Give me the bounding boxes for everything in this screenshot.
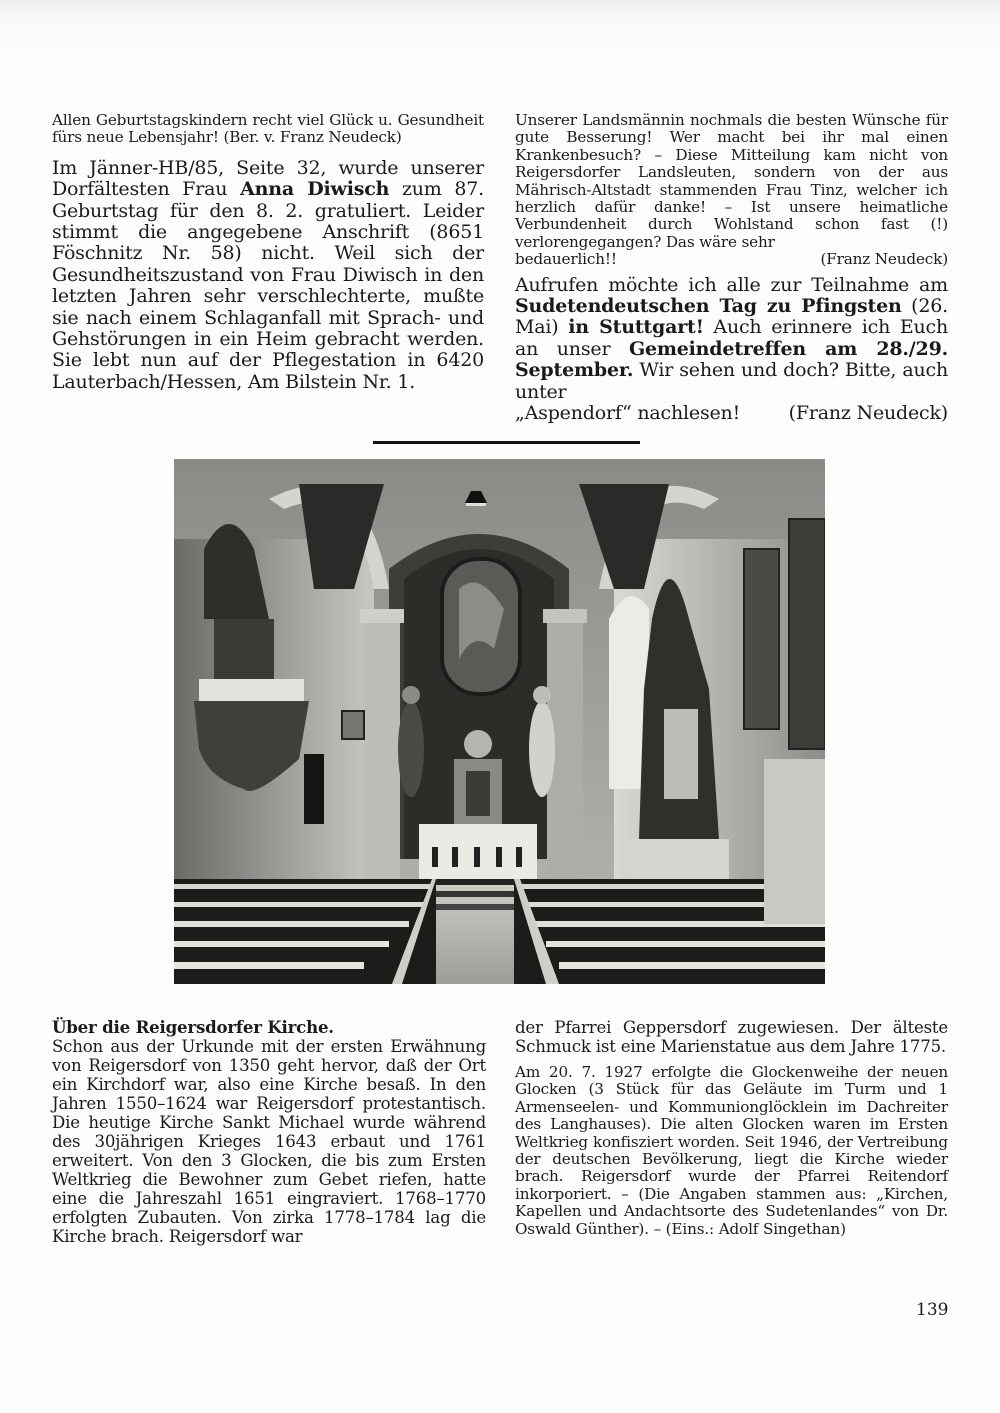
event-call-signature-line: „Aspendorf“ nachlesen! (Franz Neudeck) bbox=[515, 402, 948, 425]
article-left-column bbox=[52, 1018, 486, 1246]
church-interior-photo bbox=[174, 459, 825, 984]
page-number: 139 bbox=[916, 1300, 949, 1320]
top-left-column bbox=[52, 112, 484, 393]
wishes-signature-line: bedauerlich!! (Franz Neudeck) bbox=[515, 250, 948, 269]
author-signature: (Franz Neudeck) bbox=[820, 250, 948, 269]
article-title: Über die Reigersdorfer Kirche. bbox=[52, 1017, 334, 1037]
author-signature: (Franz Neudeck) bbox=[788, 402, 948, 425]
bells-paragraph: Am 20. 7. 1927 erfolgte die Glockenweihe der neuen Glocken (3 Stück für das Geläute im Turm und 1 Armenseelen- und Kommunionglöcklein im Dachreiter des Langhauses). Die alten Glocken waren im Ersten Weltkrieg konfisziert worden. Seit 1946, der Vertreibung der deutschen Bevölkerung, liegt die Kirche wieder brach. Reigersdorf wurde der Pfarrei Reitendorf inkorporiert. – (Die Angaben stammen aus: „Kirchen, Kapellen und Andachtsorte des Sudetenlandes“ von Dr. Oswald Günther). – (Eins.: Adolf Singethan) bbox=[515, 1063, 948, 1238]
wishes-paragraph: Unserer Landsmännin nochmals die besten Wünsche für gute Besserung! Wer macht bei ihr mal einen Krankenbesuch? – Diese Mitteilung kam nicht von Reigersdorfer Landsleuten, sondern von der aus Mährisch-Altstadt stammenden Frau Tinz, welcher ich herzlich dafür danke! – Ist unsere heimatliche Verbundenheit durch Wohlstand schon fast (!) verlorengegangen? Das wäre sehr bbox=[515, 111, 948, 251]
article-right-column bbox=[515, 1018, 948, 1238]
page-edge-shadow bbox=[0, 0, 1000, 60]
article-body-left: Schon aus der Urkunde mit der ersten Erwähnung von Reigersdorf von 1350 geht hervor, daß der Ort ein Kirchdorf war, also eine Kirche besaß. In den Jahren 1550–1624 war Reigersdorf protestantisch. Die heutige Kirche Sankt Michael wurde während des 30jährigen Krieges 1643 erbaut und 1761 erweitert. Von den 3 Glocken, die bis zum Ersten Weltkrieg die Bewohner zum Gebet riefen, hatte eine die Jahreszahl 1651 eingraviert. 1768–1770 erfolgten Zubauten. Von zirka 1778–1784 lag die Kirche brach. Reigersdorf war bbox=[52, 1037, 486, 1246]
diwisch-notice: Im Jänner-HB/85, Seite 32, wurde unserer Dorfältesten Frau Anna Diwisch zum 87. Geburtstag für den 8. 2. gratuliert. Leider stimmt die angegebene Anschrift (8651 Föschnitz Nr. 58) nicht. Weil sich der Gesundheitszustand von Frau Diwisch in den letzten Jahren sehr verschlechterte, mußte sie nach einem Schlaganfall mit Sprach- und Gehstörungen in ein Heim gebracht werden. Sie lebt nun auf der Pflegestation in 6420 Lauterbach/Hessen, Am Bilstein Nr. 1. bbox=[52, 156, 484, 393]
person-name: Anna Diwisch bbox=[240, 178, 390, 201]
birthday-note: Allen Geburtstagskindern recht viel Glück u. Gesundheit fürs neue Lebensjahr! (Ber. v. Franz Neudeck) bbox=[52, 111, 484, 147]
article-body-right: der Pfarrei Geppersdorf zugewiesen. Der älteste Schmuck ist eine Marienstatue aus dem Jahre 1775. bbox=[515, 1018, 948, 1056]
section-divider bbox=[373, 441, 640, 444]
event-call-paragraph: Aufrufen möchte ich alle zur Teilnahme am Sudetendeutschen Tag zu Pfingsten (26. Mai) in Stuttgart! Auch erinnere ich Euch an unser Gemeindetreffen am 28./29. September. Wir sehen und doch? Bitte, auch unter bbox=[515, 273, 949, 403]
church-interior-illustration bbox=[174, 459, 825, 984]
top-right-column bbox=[515, 112, 948, 425]
